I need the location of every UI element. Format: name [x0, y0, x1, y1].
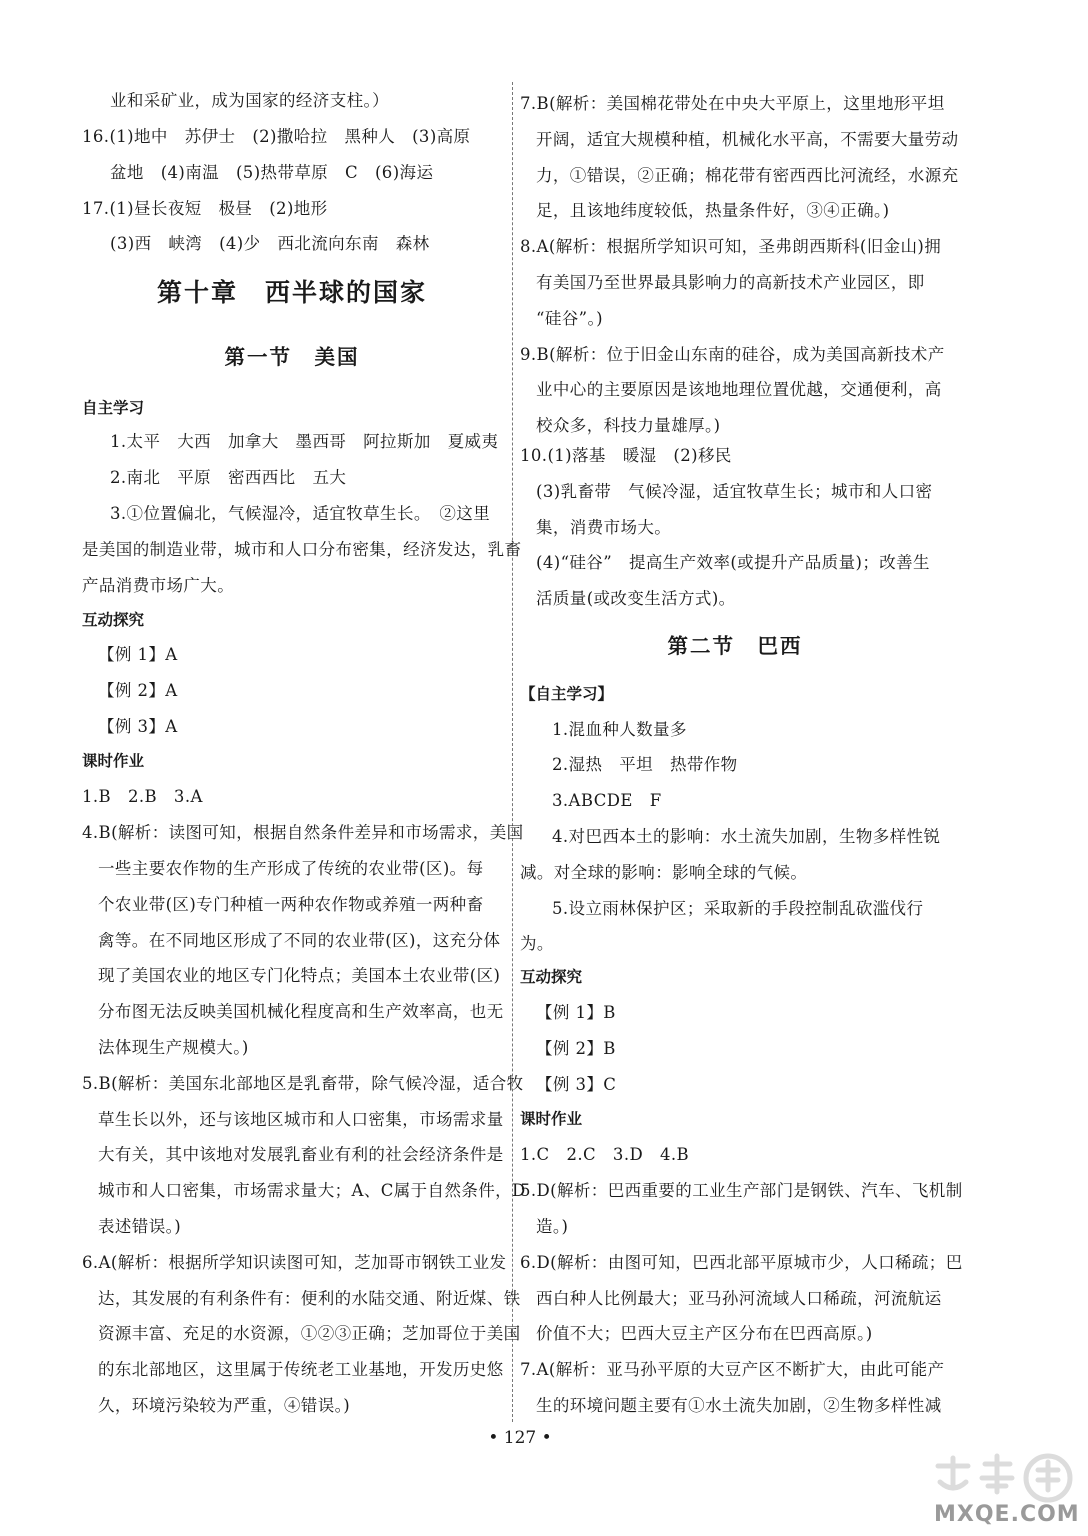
answer-line: 校众多，科技力量雄厚。)	[536, 416, 721, 435]
answer-line: 法体现生产规模大。)	[98, 1038, 249, 1057]
example-answer: 【例 3】A	[98, 717, 178, 736]
answer-line: 6.D(解析：由图可知，巴西北部平原城市少，人口稀疏；巴	[520, 1253, 963, 1272]
answer-line: 禽等。在不同地区形成了不同的农业带(区)，这充分体	[98, 931, 501, 950]
answer-line: 5.设立雨林保护区；采取新的手段控制乱砍滥伐行	[552, 899, 924, 918]
answer-line: 5.B(解析：美国东北部地区是乳畜带，除气候冷湿，适合牧	[82, 1074, 524, 1093]
column-divider	[512, 82, 513, 1422]
page-number: • 127 •	[488, 1428, 552, 1448]
answer-line: 草生长以外，还与该地区城市和人口密集，市场需求量	[98, 1110, 504, 1129]
answer-line: 2.湿热 平坦 热带作物	[552, 755, 738, 774]
answer-line: (3)乳畜带 气候冷湿，适宜牧草生长；城市和人口密	[536, 482, 933, 501]
heading-interactive: 互动探究	[82, 611, 145, 629]
answer-line: 业和采矿业，成为国家的经济支柱。）	[110, 91, 390, 110]
answer-line: 10.(1)落基 暖湿 (2)移民	[520, 446, 732, 465]
answer-line: 是美国的制造业带，城市和人口分布密集，经济发达，乳畜	[82, 540, 522, 559]
answer-line: 产品消费市场广大。	[82, 576, 235, 595]
answer-line: 业中心的主要原因是该地地理位置优越，交通便利，高	[536, 380, 942, 399]
answer-line: 分布图无法反映美国机械化程度高和生产效率高，也无	[98, 1002, 504, 1021]
answer-line: 为。	[520, 934, 554, 953]
answer-line: 足，且该地纬度较低，热量条件好，③④正确。)	[536, 201, 890, 220]
answer-line: 城市和人口密集，市场需求量大；A、C属于自然条件，D	[98, 1181, 526, 1200]
answer-line: 9.B(解析：位于旧金山东南的硅谷，成为美国高新技术产	[520, 345, 945, 364]
answer-line: 生的环境问题主要有①水土流失加剧，②生物多样性减	[536, 1396, 942, 1415]
answer-line: 达，其发展的有利条件有：便利的水陆交通、附近煤、铁	[98, 1289, 521, 1308]
answer-line: 造。)	[536, 1217, 569, 1236]
answer-line: 个农业带(区)专门种植一两种农作物或养殖一两种畜	[98, 895, 484, 914]
answer-line: 7.B(解析：美国棉花带处在中央大平原上，这里地形平坦	[520, 94, 945, 113]
answer-line: 西白种人比例最大；亚马孙河流域人口稀疏，河流航运	[536, 1289, 942, 1308]
section-title: 第一节 美国	[224, 345, 360, 369]
answer-line: 3.ABCDE F	[552, 791, 662, 810]
answer-line: 4.B(解析：读图可知，根据自然条件差异和市场需求，美国	[82, 823, 524, 842]
answer-line: 2.南北 平原 密西西比 五大	[110, 468, 347, 487]
answer-line: 5.D(解析：巴西重要的工业生产部门是钢铁、汽车、飞机制	[520, 1181, 963, 1200]
answer-line: 现了美国农业的地区专门化特点；美国本土农业带(区)	[98, 966, 501, 985]
answer-line: 开阔，适宜大规模种植，机械化水平高，不需要大量劳动	[536, 130, 959, 149]
answer-line: 1.B 2.B 3.A	[82, 787, 203, 806]
example-answer: 【例 1】B	[536, 1003, 616, 1022]
answer-line: “硅谷”。)	[536, 309, 603, 328]
answer-line: 4.对巴西本土的影响：水土流失加剧，生物多样性锐	[552, 827, 941, 846]
answer-line: 盆地 (4)南温 (5)热带草原 C (6)海运	[110, 163, 434, 182]
answer-line: 表述错误。)	[98, 1217, 182, 1236]
answer-line: 的东北部地区，这里属于传统老工业基地，开发历史悠	[98, 1360, 504, 1379]
chapter-title: 第十章 西半球的国家	[156, 278, 427, 307]
example-answer: 【例 2】A	[98, 681, 178, 700]
answer-line: 久，环境污染较为严重，④错误。)	[98, 1396, 351, 1415]
answer-line: 集，消费市场大。	[536, 518, 672, 537]
heading-self-study: 【自主学习】	[520, 685, 614, 703]
answer-line: 活质量(或改变生活方式)。	[536, 589, 736, 608]
heading-self-study: 自主学习	[82, 399, 145, 417]
answer-line: 力，①错误，②正确；棉花带有密西西比河流经，水源充	[536, 166, 959, 185]
answer-line: 17.(1)昼长夜短 极昼 (2)地形	[82, 199, 328, 218]
answer-line: 减。对全球的影响：影响全球的气候。	[520, 863, 808, 882]
answer-line: 8.A(解析：根据所学知识可知，圣弗朗西斯科(旧金山)拥	[520, 237, 942, 256]
answer-line: 大有关，其中该地对发展乳畜业有利的社会经济条件是	[98, 1145, 504, 1164]
watermark-url: MXQE.COM	[934, 1502, 1080, 1527]
example-answer: 【例 2】B	[536, 1039, 616, 1058]
heading-homework: 课时作业	[520, 1110, 583, 1128]
answer-line: (3)西 峡湾 (4)少 西北流向东南 森林	[110, 234, 430, 253]
section-title: 第二节 巴西	[667, 634, 803, 658]
answer-line: 1.太平 大西 加拿大 墨西哥 阿拉斯加 夏威夷	[110, 432, 499, 451]
answer-line: 资源丰富、充足的水资源，①②③正确；芝加哥位于美国	[98, 1324, 521, 1343]
answer-line: 16.(1)地中 苏伊士 (2)撒哈拉 黑种人 (3)高原	[82, 127, 471, 146]
answer-line: 3.①位置偏北，气候湿冷，适宜牧草生长。 ②这里	[110, 504, 491, 523]
heading-homework: 课时作业	[82, 752, 145, 770]
example-answer: 【例 1】A	[98, 645, 178, 664]
answer-line: 7.A(解析：亚马孙平原的大豆产区不断扩大，由此可能产	[520, 1360, 945, 1379]
answer-line: 1.混血种人数量多	[552, 720, 687, 739]
answer-line: 6.A(解析：根据所学知识读图可知，芝加哥市钢铁工业发	[82, 1253, 507, 1272]
example-answer: 【例 3】C	[536, 1075, 617, 1094]
heading-interactive: 互动探究	[520, 968, 583, 986]
answer-line: (4)“硅谷” 提高生产效率(或提升产品质量)；改善生	[536, 553, 930, 572]
answer-line: 价值不大；巴西大豆主产区分布在巴西高原。)	[536, 1324, 873, 1343]
answer-line: 一些主要农作物的生产形成了传统的农业带(区)。每	[98, 859, 484, 878]
answer-line: 1.C 2.C 3.D 4.B	[520, 1145, 690, 1164]
answer-line: 有美国乃至世界最具影响力的高新技术产业园区，即	[536, 273, 925, 292]
